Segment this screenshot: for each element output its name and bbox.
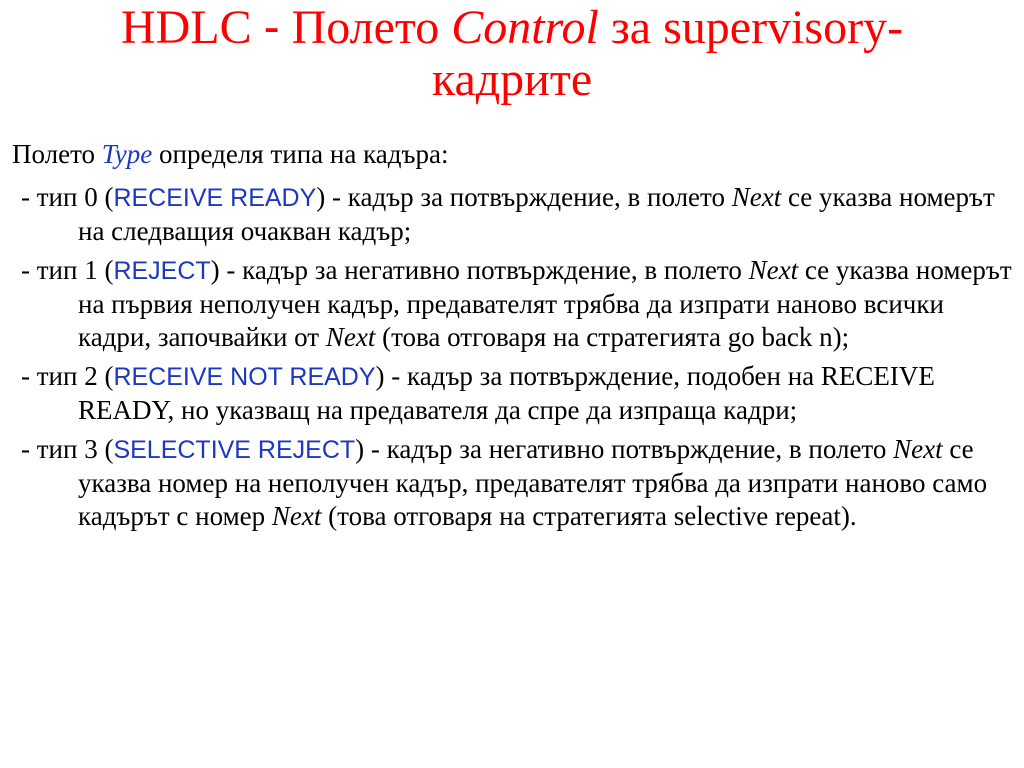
slide-title — [0, 2, 1024, 106]
item-text: (това отговаря на стратегията go back n); — [375, 322, 850, 352]
intro-text: Полето — [12, 139, 102, 169]
item-text: ) - кадър за потвърждение, подобен на RECEIVE READY, но указващ на предавателя да спре да изпраща кадри; — [78, 361, 935, 425]
list-item-type-3 — [12, 433, 1016, 533]
title-control-word: Control — [451, 1, 599, 54]
intro-text-end: определя типа на кадъра: — [152, 139, 449, 169]
list-item-type-1 — [12, 254, 1016, 354]
title-text-supervisory: за supervisory- — [598, 1, 904, 54]
item-prefix: - тип 1 ( — [21, 255, 114, 285]
intro-paragraph — [12, 138, 1016, 171]
keyword-reject: REJECT — [113, 257, 211, 285]
title-text-field: Полето — [279, 1, 452, 54]
item-text: ) - кадър за негативно потвърждение, в полето — [210, 255, 749, 285]
item-text: ) - кадър за потвърждение, в полето — [316, 182, 732, 212]
next-word: Next — [271, 501, 322, 531]
slide-body — [12, 138, 1016, 539]
item-text: се указва номерът на първия неполучен кадър, предавателят трябва да изпрати наново всички кадри, започвайки от — [78, 255, 1012, 352]
item-text: се указва номер на неполучен кадър, предавателят трябва да изпрати наново само кадърът с номер — [78, 434, 988, 531]
next-word: Next — [893, 434, 943, 464]
keyword-selective-reject: SELECTIVE REJECT — [113, 436, 356, 464]
item-text: ) - кадър за негативно потвърждение, в полето — [355, 434, 894, 464]
next-word: Next — [748, 255, 799, 285]
type-word: Type — [101, 139, 153, 169]
list-item-type-2 — [12, 360, 1016, 427]
item-prefix: - тип 2 ( — [21, 361, 114, 391]
list-item-type-0 — [12, 181, 1016, 248]
slide-title-line-2: кадрите — [431, 53, 593, 106]
keyword-receive-ready: RECEIVE READY — [113, 184, 317, 212]
next-word: Next — [325, 322, 376, 352]
title-text-hdlc: HDLC — [120, 1, 264, 54]
slide-title-line-1 — [0, 2, 1024, 54]
item-prefix: - тип 0 ( — [21, 182, 114, 212]
item-text: се указва номерът на следващия очакван кадър; — [78, 182, 995, 246]
title-dash: - — [263, 1, 280, 54]
item-prefix: - тип 3 ( — [21, 434, 114, 464]
keyword-receive-not-ready: RECEIVE NOT READY — [113, 363, 376, 391]
item-text: (това отговаря на стратегията selective repeat). — [321, 501, 857, 531]
next-word: Next — [731, 182, 782, 212]
